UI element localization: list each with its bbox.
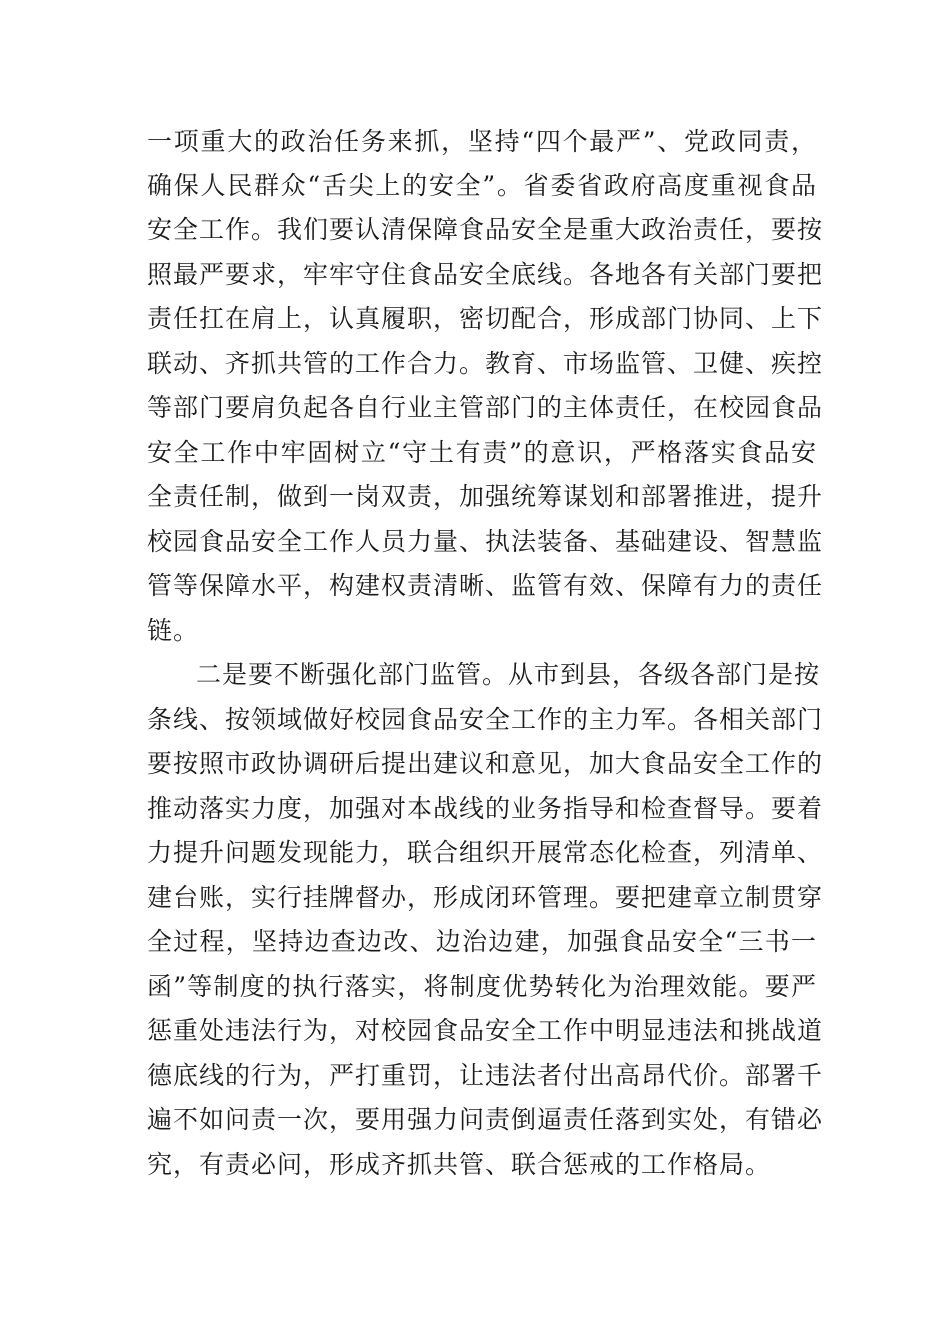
paragraph-2-line-1: 二是要不断强化部门监管。从市到县，各级各部门是按 [196, 660, 821, 689]
paragraph-1-line-10: 校园食品安全工作人员力量、执法装备、基础建设、智慧监 [147, 527, 824, 556]
paragraph-1-line-8: 安全工作中牢固树立“守土有责”的意识，严格落实食品安 [147, 438, 817, 467]
paragraph-1-line-11: 管等保障水平，构建权责清晰、监管有效、保障有力的责任 [147, 571, 824, 600]
paragraph-2-line-10: 德底线的行为，严打重罚，让违法者付出高昂代价。部署千 [147, 1061, 824, 1090]
paragraph-1-line-4: 照最严要求，牢牢守住食品安全底线。各地各有关部门要把 [147, 260, 824, 289]
paragraph-1-line-3: 安全工作。我们要认清保障食品安全是重大政治责任，要按 [147, 215, 824, 244]
paragraph-1-line-1: 一项重大的政治任务来抓，坚持“四个最严”、党政同责， [147, 127, 817, 156]
paragraph-1-line-7: 等部门要肩负起各自行业主管部门的主体责任，在校园食品 [147, 393, 824, 422]
paragraph-2-line-11: 遍不如问责一次，要用强力问责倒逼责任落到实处，有错必 [147, 1105, 824, 1134]
paragraph-2-line-7: 全过程，坚持边查边改、边治边建，加强食品安全“三书一 [147, 927, 817, 956]
paragraph-1-line-5: 责任扛在肩上，认真履职，密切配合，形成部门协同、上下 [147, 304, 824, 333]
paragraph-1-line-6: 联动、齐抓共管的工作合力。教育、市场监管、卫健、疾控 [147, 349, 824, 378]
paragraph-2-line-5: 力提升问题发现能力，联合组织开展常态化检查，列清单、 [147, 838, 824, 867]
paragraph-2-line-6: 建台账，实行挂牌督办，形成闭环管理。要把建章立制贯穿 [147, 883, 824, 912]
paragraph-1-line-2: 确保人民群众“舌尖上的安全”。省委省政府高度重视食品 [147, 171, 817, 200]
paragraph-2-line-3: 要按照市政协调研后提出建议和意见，加大食品安全工作的 [147, 749, 824, 778]
paragraph-2-line-2: 条线、按领域做好校园食品安全工作的主力军。各相关部门 [147, 705, 824, 734]
paragraph-2-line-4: 推动落实力度，加强对本战线的业务指导和检查督导。要着 [147, 794, 824, 823]
paragraph-1-line-9: 全责任制，做到一岗双责，加强统筹谋划和部署推进，提升 [147, 482, 824, 511]
paragraph-2-line-9: 惩重处违法行为，对校园食品安全工作中明显违法和挑战道 [147, 1016, 824, 1045]
paragraph-1-line-12: 链。 [147, 616, 200, 645]
paragraph-2-line-12: 究，有责必问，形成齐抓共管、联合惩戒的工作格局。 [147, 1150, 772, 1179]
paragraph-2-line-8: 函”等制度的执行落实，将制度优势转化为治理效能。要严 [147, 972, 817, 1001]
